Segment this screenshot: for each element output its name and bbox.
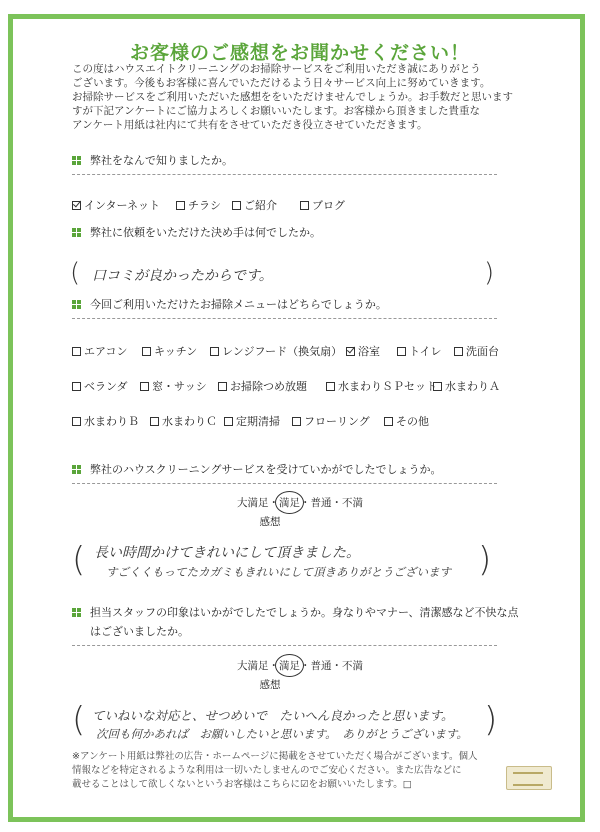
scale-very-satisfied[interactable]: 大満足 (237, 497, 269, 509)
note-line: 載せることはして欲しくないというお客様はこちらに☑をお願いいたします。□ (72, 779, 412, 790)
checkbox[interactable] (218, 382, 227, 391)
question-2-label: 弊社に依頼をいただけた決め手は何でしたか。 (90, 226, 321, 239)
close-paren: ) (484, 258, 495, 288)
bullet-icon (72, 228, 81, 237)
checkbox[interactable] (142, 347, 151, 356)
scale-neutral[interactable]: 普通 (310, 497, 332, 509)
checkbox[interactable] (150, 417, 159, 426)
checkbox[interactable] (224, 417, 233, 426)
checkbox[interactable] (72, 382, 81, 391)
menu-toilet[interactable]: トイレ (397, 343, 441, 359)
checkbox[interactable] (326, 382, 335, 391)
question-4-label: 弊社のハウスクリーニングサービスを受けていかがでしたでしょうか。 (90, 463, 442, 476)
checkbox[interactable] (72, 347, 81, 356)
option-blog[interactable]: ブログ (300, 197, 345, 213)
option-referral[interactable]: ご紹介 (232, 197, 277, 213)
question-5-label-line-1: 担当スタッフの印象はいかがでしたでしょうか。身なりやマナー、清潔感など不快な点 (90, 606, 519, 619)
intro-line: アンケート用紙は社内にて共有をさせていただき役立させていただきます。 (72, 119, 428, 131)
open-paren: ( (70, 258, 81, 288)
menu-window[interactable]: 窓・サッシ (140, 378, 207, 394)
satisfaction-scale: 大満足・満足・普通・不満 (237, 660, 363, 672)
close-paren: ) (478, 540, 492, 580)
question-5 (72, 604, 519, 620)
answer-5-line-2: 次回も何かあれば お願いしたいと思います。 ありがとうございます。 (96, 727, 468, 741)
bullet-icon (72, 608, 81, 617)
menu-water-a[interactable]: 水まわりＡ (433, 378, 500, 394)
menu-other[interactable]: その他 (384, 413, 429, 429)
checkbox[interactable] (454, 347, 463, 356)
checkbox[interactable] (232, 201, 241, 210)
checkbox[interactable] (140, 382, 149, 391)
impression-label: 感想 (259, 679, 281, 691)
question-1 (72, 152, 233, 168)
menu-bathroom[interactable]: 浴室 (346, 343, 380, 359)
intro-text (72, 62, 542, 132)
checkbox-checked[interactable] (72, 201, 81, 210)
intro-line: ございます。今後もお客様に喜んでいただけるよう日々サービス向上に努めていきます。 (72, 77, 491, 89)
bullet-icon (72, 465, 81, 474)
checkbox-checked[interactable] (346, 347, 355, 356)
intro-line: この度はハウスエイトクリーニングのお掃除サービスをご利用いただき誠にありがとう (72, 63, 481, 75)
menu-unlimited[interactable]: お掃除つめ放題 (218, 378, 307, 394)
divider (72, 318, 497, 319)
close-paren: ) (484, 700, 498, 740)
bullet-icon (72, 156, 81, 165)
answer-2-handwriting: 口コミが良かったからです。 (92, 268, 273, 284)
question-2 (72, 224, 321, 240)
menu-aircon[interactable]: エアコン (72, 343, 127, 359)
checkbox[interactable] (292, 417, 301, 426)
divider (72, 645, 497, 646)
divider (72, 174, 497, 175)
answer-4-line-1: 長い時間かけてきれいにして頂きました。 (94, 545, 360, 561)
intro-line: すが下記アンケートにご協力よろしくお願いいたします。お客様から頂きました貴重な (72, 105, 481, 117)
menu-rangehood[interactable]: レンジフード（換気扇） (210, 343, 342, 359)
menu-regular[interactable]: 定期清掃 (224, 413, 280, 429)
question-5-label-line-2: はございましたか。 (90, 625, 189, 638)
scale-satisfied-circled[interactable]: 満足 (279, 660, 300, 672)
note-line: ※アンケート用紙は弊社の広告・ホームページに掲載をさせていただく場合がございます。個人 (72, 751, 478, 762)
scale-very-satisfied[interactable]: 大満足 (237, 660, 269, 672)
page-title: お客様のご感想をお聞かせください！ (129, 42, 470, 64)
scale-dissatisfied[interactable]: 不満 (342, 660, 363, 672)
checkbox[interactable] (210, 347, 219, 356)
answer-5-line-1: ていねいな対応と、せつめいで たいへん良かったと思います。 (92, 708, 454, 723)
menu-kitchen[interactable]: キッチン (142, 343, 197, 359)
checkbox[interactable] (433, 382, 442, 391)
answer-4-line-2: すごくくもってたカガミもきれいにして頂きありがとうございます (106, 565, 451, 579)
question-3 (72, 296, 387, 312)
satisfaction-scale: 大満足・満足・普通・不満 (237, 497, 363, 509)
privacy-note (72, 750, 542, 792)
menu-veranda[interactable]: ベランダ (72, 378, 128, 394)
option-flyer[interactable]: チラシ (176, 197, 221, 213)
menu-washbasin[interactable]: 洗面台 (454, 343, 499, 359)
question-3-label: 今回ご利用いただけたお掃除メニューはどちらでしょうか。 (90, 298, 387, 311)
scale-neutral[interactable]: 普通 (310, 660, 332, 672)
scale-dissatisfied[interactable]: 不満 (342, 497, 363, 509)
checkbox[interactable] (384, 417, 393, 426)
open-paren: ( (72, 540, 86, 580)
impression-label: 感想 (259, 516, 281, 528)
checkbox[interactable] (300, 201, 309, 210)
checkbox[interactable] (176, 201, 185, 210)
scale-satisfied-circled[interactable]: 満足 (279, 497, 300, 509)
bullet-icon (72, 300, 81, 309)
question-1-label: 弊社をなんで知りましたか。 (90, 154, 233, 167)
intro-line: お掃除サービスをご利用いただいた感想ををいただけませんでしょうか。お手数だと思います (72, 91, 513, 103)
checkbox[interactable] (397, 347, 406, 356)
checkbox[interactable] (72, 417, 81, 426)
menu-water-b[interactable]: 水まわりＢ (72, 413, 139, 429)
menu-flooring[interactable]: フローリング (292, 413, 370, 429)
open-paren: ( (72, 700, 86, 740)
company-stamp-logo (506, 766, 552, 790)
note-line: 情報などを特定されるような利用は一切いたしませんのでご安心ください。また広告などに (72, 765, 462, 776)
menu-water-sp[interactable]: 水まわりＳＰセット (326, 378, 437, 394)
question-4 (72, 461, 441, 477)
divider (72, 483, 497, 484)
option-internet[interactable]: インターネット (72, 197, 160, 213)
menu-water-c[interactable]: 水まわりＣ (150, 413, 217, 429)
